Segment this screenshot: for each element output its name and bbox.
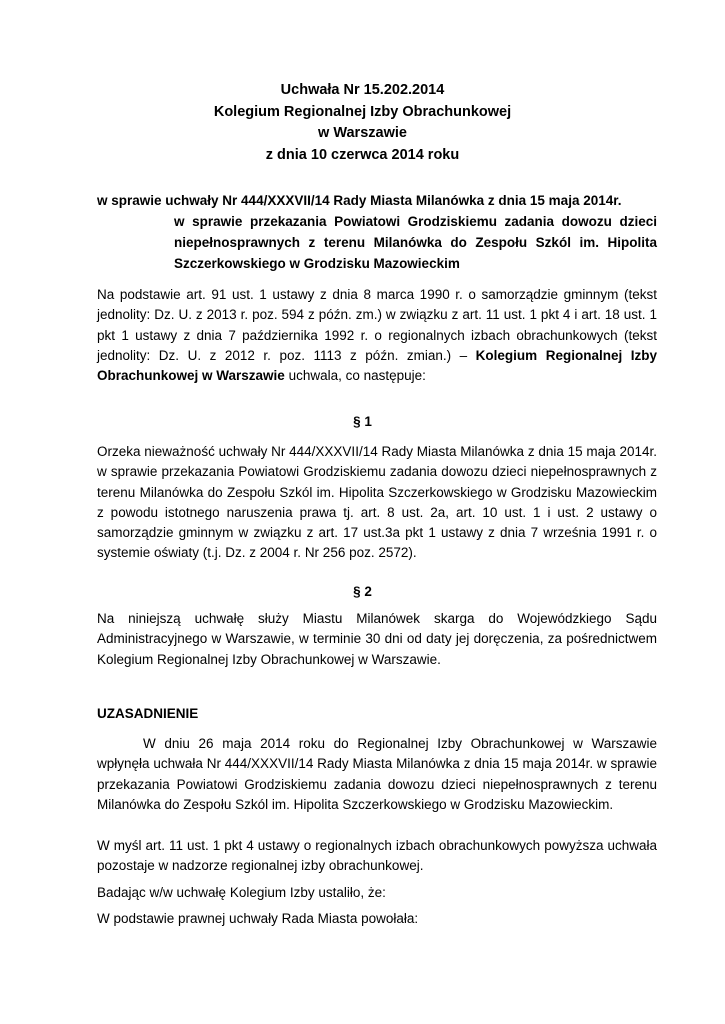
- section-1-label: § 1: [353, 414, 372, 429]
- subject-first-line: w sprawie uchwały Nr 444/XXXVII/14 Rady Miasta Milanówka z dnia 15 maja 2014r.: [97, 193, 622, 208]
- title-line-date: z dnia 10 czerwca 2014 roku: [265, 146, 460, 163]
- section-2-label: § 2: [353, 584, 372, 599]
- section-1-text: Orzeka nieważność uchwały Nr 444/XXXVII/14 Rady Miasta Milanówka z dnia 15 maja 2014r. w sprawie przekazania Powiatowi Grodziskiemu zadania dowozu dzieci niepełnosprawnych z terenu Milanówka do Zespołu Szkól im. Hipolita Szczerkowskiego w Grodzisku Mazowieckim z powodu istotnego naruszenia prawa tj. art. 8 ust. 2a, art. 10 ust. 1 i ust. 2 ustawy o samorządzie gminnym w związku z art. 17 ust.3a pkt 1 ustawy z dnia 7 września 1991 r. o systemie oświaty (t.j. Dz. z 2004 r. Nr 256 poz. 2572).: [97, 444, 657, 561]
- subject-continuation: w sprawie przekazania Powiatowi Grodziskiemu zadania dowozu dzieci niepełnosprawnych z terenu Milanówka do Zespołu Szkól im. Hipolita Szczerkowskiego w Grodzisku Mazowieckim: [174, 214, 657, 271]
- justification-paragraph-4: W podstawie prawnej uchwały Rada Miasta powołała:: [97, 911, 419, 926]
- title-line-city: w Warszawie: [318, 125, 407, 141]
- resolution-subject: [97, 190, 657, 274]
- justification-paragraph-2: W myśl art. 11 ust. 1 pkt 4 ustawy o regionalnych izbach obrachunkowych powyższa uchwała pozostaje w nadzorze regionalnej izby obrachunkowej.: [97, 838, 657, 874]
- resolution-title: [0, 80, 725, 166]
- title-line-institution: Kolegium Regionalnej Izby Obrachunkowej: [213, 103, 512, 120]
- title-line-number: Uchwała Nr 15.202.2014: [280, 82, 445, 98]
- preamble: [97, 285, 657, 386]
- justification-heading: UZASADNIENIE: [97, 706, 199, 721]
- justification-paragraph-1: W dniu 26 maja 2014 roku do Regionalnej Izby Obrachunkowej w Warszawie wpłynęła uchwała Nr 444/XXXVII/14 Rady Miasta Milanówka z dnia 15 maja 2014r. w sprawie przekazania Powiatowi Grodziskiemu zadania dowozu dzieci niepełnosprawnych z terenu Milanówka do Zespołu Szkól im. Hipolita Szczerkowskiego w Grodzisku Mazowieckim.: [97, 736, 657, 812]
- section-2-text: Na niniejszą uchwałę służy Miastu Milanówek skarga do Wojewódzkiego Sądu Administracyjnego w Warszawie, w terminie 30 dni od daty jej doręczenia, za pośrednictwem Kolegium Regionalnej Izby Obrachunkowej w Warszawie.: [97, 611, 657, 667]
- preamble-text: Na podstawie art. 91 ust. 1 ustawy z dnia 8 marca 1990 r. o samorządzie gminnym (tekst jednolity: Dz. U. z 2013 r. poz. 594 z późn. zm.) w związku z art. 11 ust. 1 pkt 4 i art. 18 ust. 1 pkt 1 ustawy z dnia 7 października 1992 r. o regionalnych izbach obrachunkowych (tekst jednolity: Dz. U. z 2012 r. poz. 1113 z późn. zmian.) –: [97, 287, 657, 363]
- preamble-tail: uchwala, co następuje:: [284, 368, 426, 384]
- justification-paragraph-3: Badając w/w uchwałę Kolegium Izby ustaliło, że:: [97, 885, 386, 900]
- preamble-bold-institution: Kolegium Regionalnej Izby Obrachunkowej w Warszawie: [97, 347, 657, 384]
